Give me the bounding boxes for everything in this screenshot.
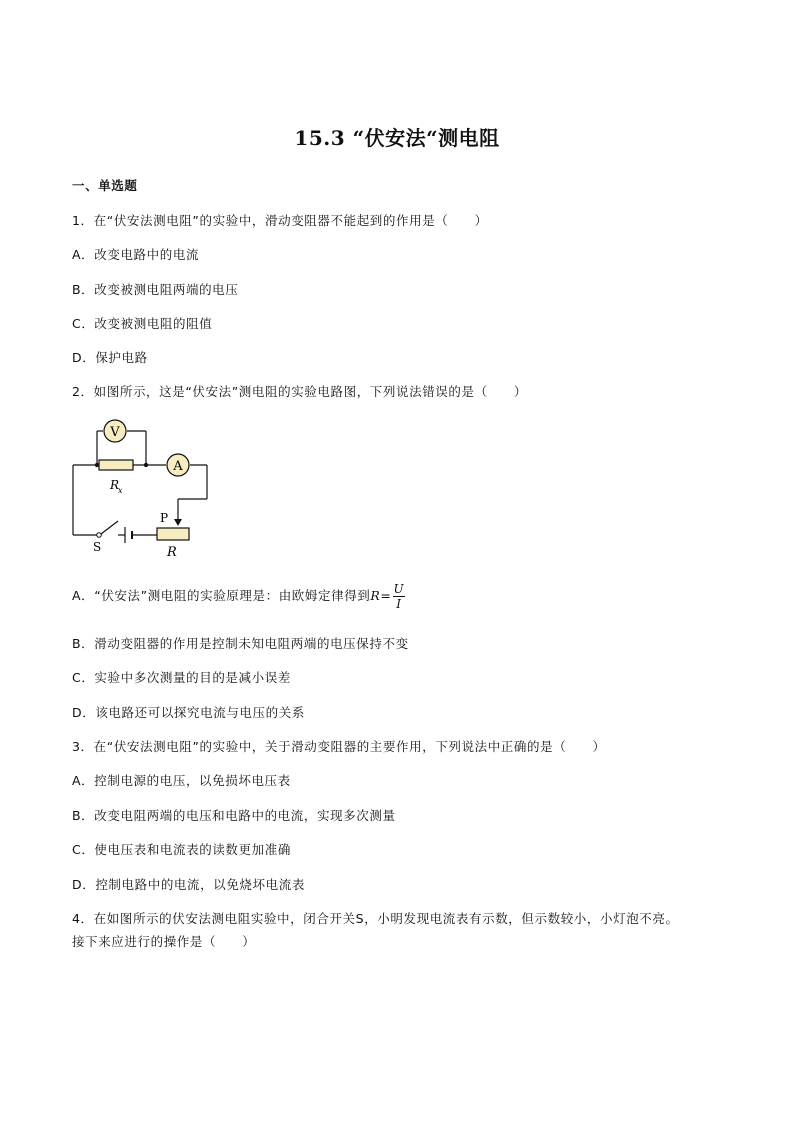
resistor-rx-label: R [110, 478, 120, 492]
slider-label: P [160, 511, 169, 525]
voltmeter-label: V [110, 425, 120, 440]
question-2-option-a-text: A．“伏安法”测电阻的实验原理是：由欧姆定律得到 [72, 588, 371, 603]
formula-equals: = [380, 588, 392, 603]
question-1-option-a: A．改变电路中的电流 [72, 247, 200, 262]
question-2-option-d: D．该电路还可以探究电流与电压的关系 [72, 705, 305, 720]
rheostat-symbol [157, 528, 189, 540]
formula-variable: R [370, 588, 381, 603]
rheostat-label: R [167, 545, 177, 560]
formula-numerator: U [393, 582, 405, 596]
resistor-rx-symbol [99, 460, 133, 470]
slider-arrow-icon [174, 519, 182, 526]
question-1-option-d: D．保护电路 [72, 350, 148, 365]
question-2-stem: 2．如图所示，这是“伏安法”测电阻的实验电路图，下列说法错误的是（ ） [72, 384, 528, 399]
question-4-stem-line-2: 接下来应进行的操作是（ ） [72, 934, 256, 949]
question-1-stem: 1．在“伏安法测电阻”的实验中，滑动变阻器不能起到的作用是（ ） [72, 213, 488, 228]
junction-dot [95, 463, 99, 467]
question-1-option-b: B．改变被测电阻两端的电压 [72, 282, 239, 297]
question-2-option-a [72, 582, 405, 611]
page-title: 15.3 “伏安法“测电阻 [294, 126, 500, 150]
question-3-option-b: B．改变电阻两端的电压和电路中的电流，实现多次测量 [72, 808, 396, 823]
formula-denominator: I [396, 597, 402, 611]
resistor-rx-subscript: x [118, 486, 123, 495]
question-3-option-d: D．控制电路中的电流，以免烧坏电流表 [72, 877, 305, 892]
question-3-option-a: A．控制电源的电压，以免损坏电压表 [72, 773, 291, 788]
switch-label: S [93, 540, 102, 554]
junction-dot [144, 463, 148, 467]
question-4-stem-line-1: 4．在如图所示的伏安法测电阻实验中，闭合开关S，小明发现电流表有示数，但示数较小，小灯泡不亮。 [72, 911, 679, 926]
formula-fraction [393, 582, 406, 611]
question-3-stem: 3．在“伏安法测电阻”的实验中，关于滑动变阻器的主要作用，下列说法中正确的是（ ） [72, 739, 606, 754]
section-heading: 一、单选题 [72, 178, 138, 193]
ammeter-label: A [173, 459, 183, 474]
question-1-option-c: C．改变被测电阻的阻值 [72, 316, 213, 331]
switch-contact [97, 533, 102, 538]
question-2-option-c: C．实验中多次测量的目的是减小误差 [72, 670, 291, 685]
circuit-diagram [70, 415, 220, 560]
question-2-option-b: B．滑动变阻器的作用是控制未知电阻两端的电压保持不变 [72, 636, 409, 651]
question-3-option-c: C．使电压表和电流表的读数更加准确 [72, 842, 291, 857]
